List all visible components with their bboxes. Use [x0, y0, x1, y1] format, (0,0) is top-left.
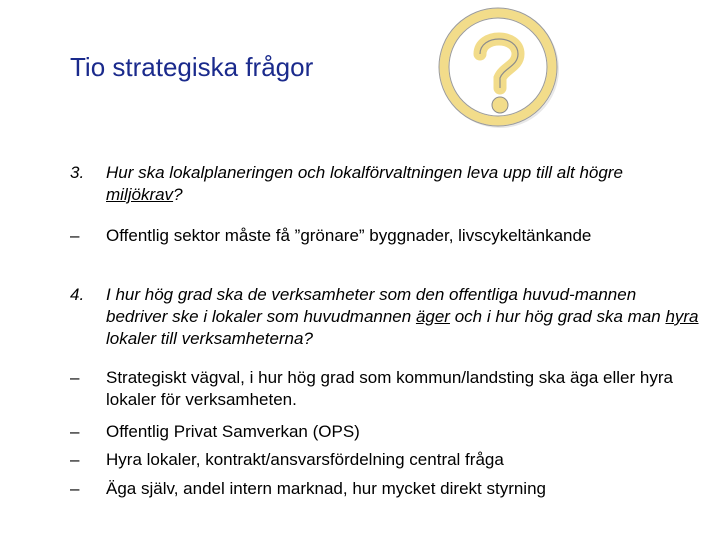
- underlined-term: miljökrav: [106, 185, 174, 204]
- underlined-term: hyra: [665, 307, 699, 326]
- question-text: Hur ska lokalplaneringen och lokalförvaltningen leva upp till alt högre miljökrav?: [106, 163, 623, 204]
- answer-text: Äga själv, andel intern marknad, hur mycket direkt styrning: [106, 479, 546, 498]
- question-3: [70, 162, 700, 206]
- answer-text: Strategiskt vägval, i hur hög grad som kommun/landsting ska äga eller hyra lokaler för verksamheten.: [106, 368, 673, 409]
- dash-bullet: –: [70, 422, 80, 441]
- dash-bullet: –: [70, 479, 80, 498]
- answer-text: Offentlig sektor måste få ”grönare” byggnader, livscykeltänkande: [106, 226, 592, 245]
- answer-3: [70, 225, 700, 247]
- question-mark-icon: [434, 4, 564, 134]
- dash-bullet: –: [70, 368, 80, 387]
- question-text: I hur hög grad ska de verksamheter som den offentliga huvud-mannen bedriver ske i lokaler som huvudmannen äger och i hur hög grad ska man hyra lokaler till verksamheterna?: [106, 285, 699, 348]
- dash-bullet: –: [70, 226, 80, 245]
- answer-4-4: [70, 478, 700, 500]
- slide-title: Tio strategiska frågor: [70, 52, 314, 82]
- answer-text: Offentlig Privat Samverkan (OPS): [106, 422, 360, 441]
- dash-bullet: –: [70, 450, 80, 469]
- underlined-term: äger: [415, 307, 450, 326]
- answer-4-3: [70, 449, 700, 471]
- answer-text: Hyra lokaler, kontrakt/ansvarsfördelning central fråga: [106, 450, 504, 469]
- question-4: [70, 284, 700, 350]
- question-number: 4.: [70, 285, 85, 304]
- answer-4-1: [70, 367, 700, 411]
- question-number: 3.: [70, 163, 85, 182]
- answer-4-2: [70, 421, 700, 443]
